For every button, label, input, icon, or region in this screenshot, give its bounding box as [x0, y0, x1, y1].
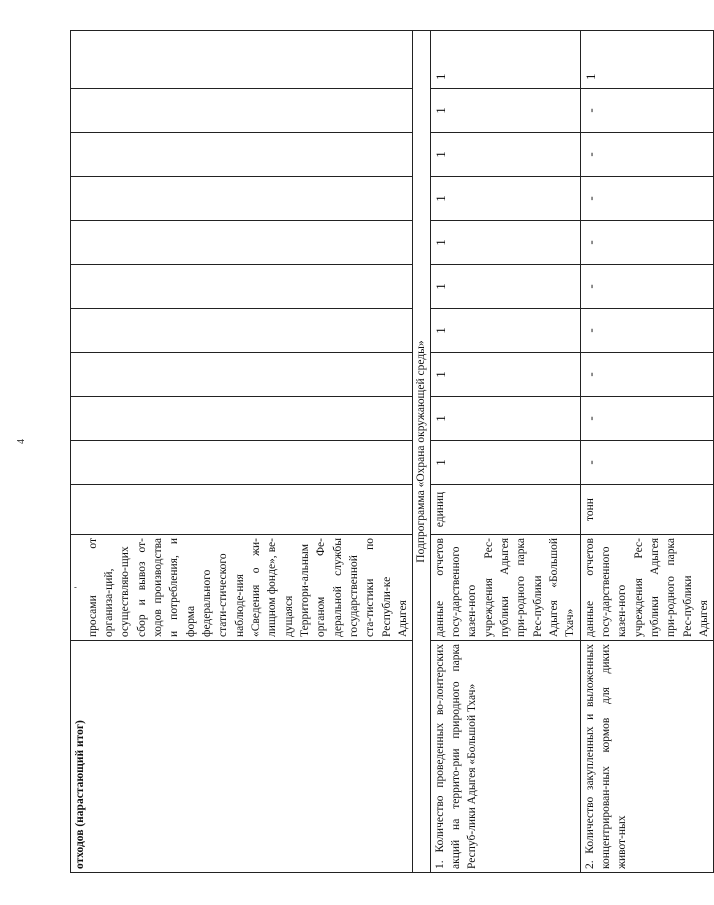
value-cell: 1	[430, 397, 580, 441]
value-cell: 1	[430, 177, 580, 221]
value-cell: -	[580, 397, 714, 441]
unit-cell: единиц	[430, 485, 580, 535]
value-cell: 1	[580, 31, 714, 89]
value-cell: 1	[430, 89, 580, 133]
value-cell: 1	[430, 221, 580, 265]
value-cell	[71, 353, 413, 397]
subprogram-title: Подпрограмма «Охрана окружающей среды»	[413, 31, 430, 873]
source-cell: данные отчетов госу-дарственного казен-ного учреждения Рес-публики Адыгея при-родного парка Рес-публики Адыгея «Большой Тхач»	[430, 535, 580, 641]
unit-cell: тонн	[580, 485, 714, 535]
table-row	[580, 31, 714, 873]
indicator-cell: 2. Количество закупленных и выложенных концентрирован-ных кормов для диких живот-ных	[580, 641, 714, 873]
value-cell: -	[580, 133, 714, 177]
value-cell: 1	[430, 309, 580, 353]
value-cell	[71, 309, 413, 353]
rotated-table-page	[70, 35, 710, 873]
value-cell	[71, 177, 413, 221]
value-cell	[71, 397, 413, 441]
table-row-continued	[71, 31, 413, 873]
value-cell: -	[580, 441, 714, 485]
value-cell	[71, 31, 413, 89]
value-cell	[71, 221, 413, 265]
value-cell: -	[580, 265, 714, 309]
value-cell: -	[580, 221, 714, 265]
source-cell: данные отчетов госу-дарственного казен-ного учреждения Рес-публики Адыгея при-родного парка Рес-публики Адыгея	[580, 535, 714, 641]
page-number: 4	[16, 439, 27, 444]
value-cell: 1	[430, 441, 580, 485]
value-cell: 1	[430, 265, 580, 309]
value-cell: -	[580, 309, 714, 353]
tick-mark: '	[73, 586, 83, 589]
value-cell	[71, 265, 413, 309]
value-cell: 1	[430, 133, 580, 177]
indicators-table	[70, 30, 714, 873]
value-cell: -	[580, 89, 714, 133]
value-cell: 1	[430, 31, 580, 89]
value-cell: 1	[430, 353, 580, 397]
indicator-cell: 1. Количество проведенных во-лонтерских акций на террито-рии природного парка Респуб-лики Адыгея «Большой Тхач»	[430, 641, 580, 873]
unit-cell	[71, 485, 413, 535]
source-cell	[71, 535, 413, 641]
table-row	[430, 31, 580, 873]
value-cell	[71, 89, 413, 133]
value-cell: -	[580, 353, 714, 397]
value-cell: -	[580, 177, 714, 221]
indicator-cell: отходов (нарастающий итог)	[71, 641, 413, 873]
value-cell	[71, 133, 413, 177]
subprogram-row	[413, 31, 430, 873]
source-text: просами от организа-ций, осуществляю-щих сбор и вывоз от-ходов производства и потребления, и форма федерального стати-стического наблюде-ния «Сведения о жи-лищном фонде», ве-дущаяся Территори-альным органом Фе-деральной службы государственной ста-тистики по Республи-ке Адыгея	[86, 538, 409, 637]
value-cell	[71, 441, 413, 485]
